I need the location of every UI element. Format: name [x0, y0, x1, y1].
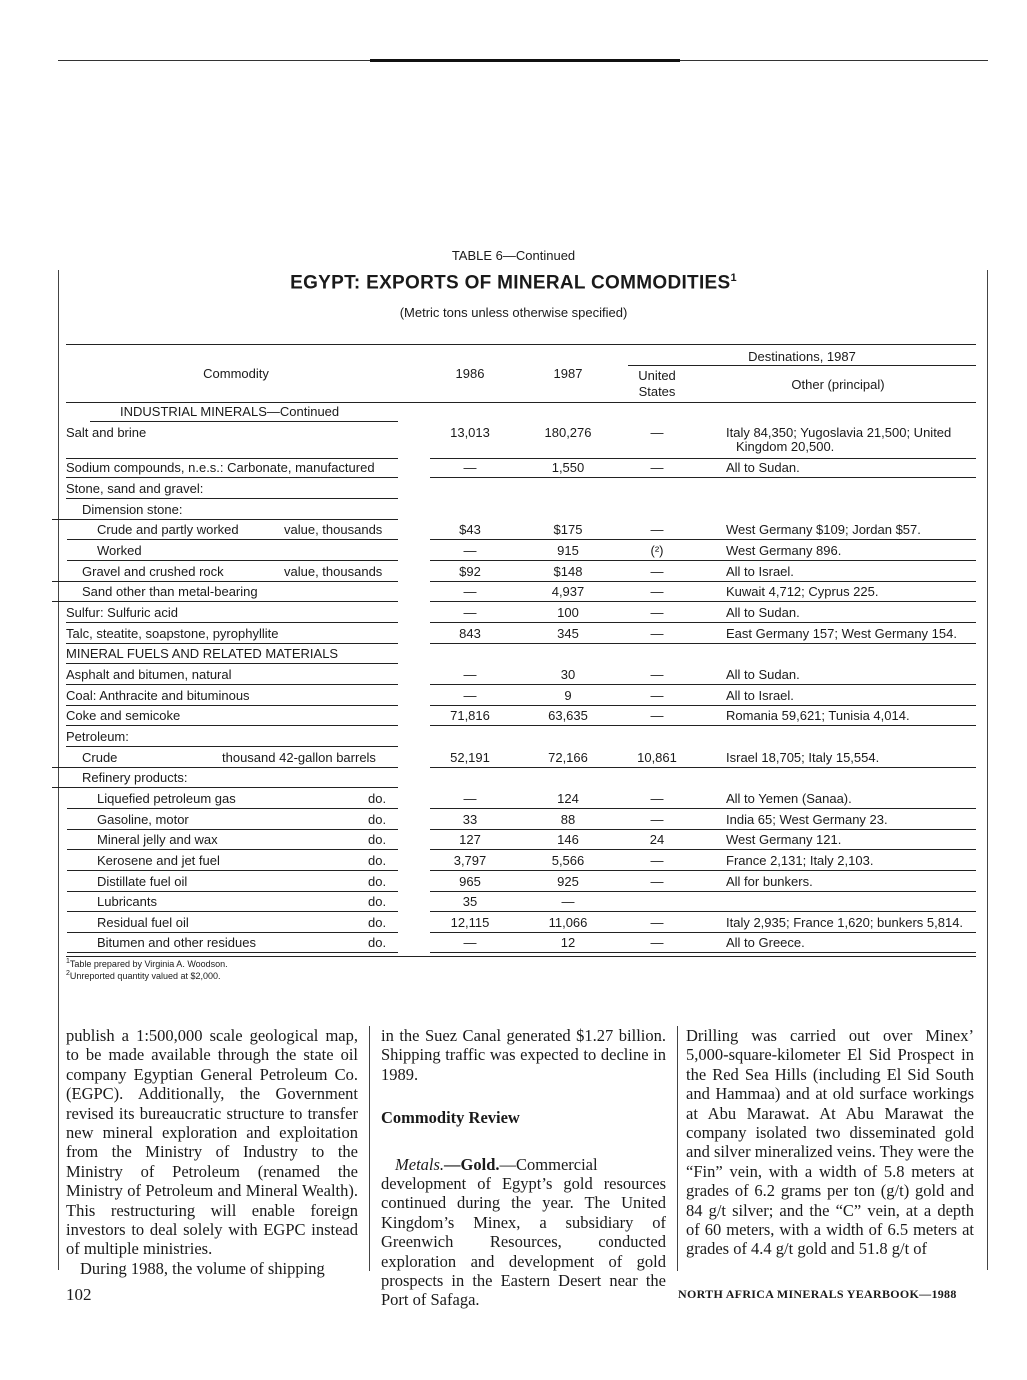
row-rule	[66, 663, 398, 664]
value-1987-cell: 146	[557, 832, 579, 847]
ditto-cell: do.	[368, 894, 387, 909]
footnote-1	[66, 958, 228, 969]
value-1986-cell: 965	[459, 874, 481, 889]
value-1987-cell: 12	[560, 935, 576, 950]
column-rule-2	[677, 1026, 678, 1271]
row-rule	[66, 622, 398, 623]
row-rule	[66, 684, 398, 685]
ditto-cell: do.	[368, 791, 387, 806]
united-states-cell: —	[650, 708, 664, 723]
other-destinations-cell: Kuwait 4,712; Cyprus 225.	[726, 584, 879, 599]
page-number: 102	[66, 1285, 92, 1304]
other-destinations-cell: Romania 59,621; Tunisia 4,014.	[726, 708, 910, 723]
column-rule-1	[369, 1026, 370, 1271]
united-states-cell: —	[650, 425, 664, 440]
header-us-line1: United	[638, 368, 676, 383]
row-rule-values	[430, 684, 976, 685]
value-1987-cell: 5,566	[551, 853, 585, 868]
ditto-cell: do.	[368, 812, 387, 827]
destinations-rule	[628, 365, 976, 366]
united-states-cell: —	[650, 584, 664, 599]
row-rule-values	[430, 767, 976, 768]
other-destinations-cell: All to Greece.	[726, 935, 805, 950]
footnote-2-text: Unreported quantity valued at $2,000.	[69, 971, 221, 981]
ditto-cell: do.	[368, 874, 387, 889]
table-row	[0, 425, 1027, 454]
commodity-cell: MINERAL FUELS AND RELATED MATERIALS	[66, 646, 339, 661]
value-1986-cell: —	[463, 543, 477, 558]
value-1987-cell: 100	[557, 605, 579, 620]
row-rule	[52, 519, 398, 520]
row-rule-values	[430, 932, 976, 933]
row-rule-values	[430, 643, 976, 644]
row-rule-values	[430, 458, 976, 459]
row-rule	[67, 870, 398, 871]
header-us-line2: States	[638, 384, 676, 399]
header-united-states	[622, 368, 692, 400]
united-states-cell: —	[650, 626, 664, 641]
running-head: NORTH AFRICA MINERALS YEARBOOK—1988	[678, 1287, 957, 1301]
value-1987-cell: 11,066	[548, 915, 588, 930]
header-other-principal: Other (principal)	[791, 377, 885, 392]
value-1987-cell: $175	[553, 522, 583, 537]
row-rule	[90, 421, 398, 422]
top-rule-thick	[370, 59, 680, 62]
other-destinations-cell: All to Israel.	[726, 688, 794, 703]
header-top-rule	[66, 344, 976, 345]
ditto-cell: do.	[368, 935, 387, 950]
commodity-cell: Coke and semicoke	[66, 708, 181, 723]
commodity-cell: Distillate fuel oil	[97, 874, 188, 889]
row-rule-values	[430, 601, 976, 602]
table-title	[0, 272, 1027, 294]
united-states-cell: —	[650, 460, 664, 475]
other-destinations-cell: France 2,131; Italy 2,103.	[726, 853, 874, 868]
commodity-cell: Dimension stone:	[82, 502, 183, 517]
col2-paragraph-2	[381, 1155, 666, 1310]
ditto-cell: do.	[368, 832, 387, 847]
united-states-cell: —	[650, 791, 664, 806]
commodity-cell: Kerosene and jet fuel	[97, 853, 220, 868]
header-1986: 1986	[455, 366, 485, 381]
other-destinations-cell: West Germany $109; Jordan $57.	[726, 522, 921, 537]
value-1986-cell: —	[463, 460, 477, 475]
other-destinations-cell: Israel 18,705; Italy 15,554.	[726, 750, 880, 765]
col1-paragraph-1: publish a 1:500,000 scale geological map, to be made available through the state oil company Egyptian General Petroleum Co. (EGPC). Additionally, the Government revised its bureaucratic structure to transfer new mineral exploration and exploitation from the Ministry of Industry to the Ministry of Petroleum (renamed the Ministry of Petroleum and Mineral Wealth). This restructuring will enable foreign investors to deal solely with EGPC instead of multiple ministries.	[66, 1026, 358, 1259]
col3-paragraph-1: Drilling was carried out over Minex’ 5,000-square-kilometer El Sid Prospect in the Red Sea Hills (including El Sid South and Hammaa) and at old surface workings at Abu Marawat. At Abu Marawat the company isolated two disseminated gold and silver mineralized veins. They were the “Fin” vein, with a width of 5.8 meters at grades of 6.2 grams per ton (g/t) gold and 84 g/t silver; and the “C” vein, at a depth of 60 meters, with a width of 6.5 meters at grades of 4.4 g/t gold and 51.8 g/t of	[686, 1026, 974, 1259]
row-rule	[66, 725, 398, 726]
col2-paragraph-2-text: —Commercial development of Egypt’s gold resources continued during the year. The United Kingdom’s Minex, a subsidiary of Greenwich Resources, conducted exploration and development of gold prospects in the Eastern Desert near the Port of Safaga.	[381, 1154, 666, 1310]
col2-lead-bold: —Gold.	[444, 1154, 500, 1174]
commodity-cell: Gasoline, motor	[97, 812, 189, 827]
value-1987-cell: 915	[557, 543, 579, 558]
commodity-cell: Lubricants	[97, 894, 157, 909]
table-title-text: EGYPT: EXPORTS OF MINERAL COMMODITIES	[290, 272, 731, 294]
table-title-footnote-mark: 1	[730, 272, 737, 284]
united-states-cell: —	[650, 667, 664, 682]
row-rule	[67, 849, 398, 850]
row-rule-values	[430, 539, 976, 540]
row-rule	[67, 932, 398, 933]
table-bottom-rule	[66, 956, 976, 957]
commodity-cell: Gravel and crushed rock	[82, 564, 224, 579]
value-1987-cell: 1,550	[551, 460, 585, 475]
other-destinations-cell: Italy 2,935; France 1,620; bunkers 5,814.	[726, 915, 964, 930]
other-destinations-cell: West Germany 121.	[726, 832, 842, 847]
row-rule	[66, 705, 398, 706]
row-rule	[67, 539, 398, 540]
row-rule-values	[430, 725, 976, 726]
value-1987-cell: 4,937	[551, 584, 585, 599]
value-1986-cell: 71,816	[450, 708, 490, 723]
commodity-cell: Sodium compounds, n.e.s.: Carbonate, manufactured	[66, 460, 375, 475]
commodity-cell: Salt and brine	[66, 425, 147, 440]
header-destinations: Destinations, 1987	[748, 349, 856, 364]
row-rule-values	[430, 808, 976, 809]
value-1986-cell: 33	[462, 812, 478, 827]
col2-section-heading: Commodity Review	[381, 1108, 520, 1128]
united-states-cell: 24	[649, 832, 665, 847]
row-rule	[52, 601, 398, 602]
header-1987: 1987	[553, 366, 583, 381]
other-destinations-cell: All to Israel.	[726, 564, 794, 579]
commodity-cell: Petroleum:	[66, 729, 129, 744]
value-1986-cell: —	[463, 688, 477, 703]
row-rule	[66, 746, 398, 747]
footnote-1-mark: 1	[66, 958, 70, 965]
commodity-cell: Crude	[82, 750, 118, 765]
row-rule	[67, 952, 398, 953]
value-1986-cell: —	[463, 605, 477, 620]
united-states-cell: —	[650, 522, 664, 537]
row-rule	[52, 581, 398, 582]
value-1987-cell: 72,166	[548, 750, 588, 765]
other-destinations-cell: West Germany 896.	[726, 543, 842, 558]
value-1987-cell: 88	[560, 812, 576, 827]
united-states-cell: 10,861	[637, 750, 677, 765]
row-rule-values	[430, 870, 976, 871]
row-rule-values	[430, 705, 976, 706]
text-column-2	[381, 1026, 666, 1310]
united-states-cell: —	[650, 874, 664, 889]
row-rule	[67, 891, 398, 892]
value-1986-cell: $92	[459, 564, 481, 579]
row-rule	[52, 767, 398, 768]
row-rule	[66, 643, 398, 644]
text-column-1	[66, 1026, 358, 1278]
commodity-cell: Worked	[97, 543, 142, 558]
unit-cell: thousand 42-gallon barrels	[222, 750, 376, 765]
united-states-cell: —	[650, 935, 664, 950]
text-column-3	[686, 1026, 974, 1259]
other-destinations-cell: India 65; West Germany 23.	[726, 812, 888, 827]
col2-paragraph-1: in the Suez Canal generated $1.27 billion. Shipping traffic was expected to decline in 1989.	[381, 1026, 666, 1084]
value-1987-cell: 925	[557, 874, 579, 889]
value-1986-cell: —	[463, 584, 477, 599]
footnote-1-text: Table prepared by Virginia A. Woodson.	[69, 959, 228, 969]
commodity-cell: INDUSTRIAL MINERALS—Continued	[120, 404, 340, 419]
value-1986-cell: 52,191	[450, 750, 490, 765]
other-destinations-cell: All to Yemen (Sanaa).	[726, 791, 852, 806]
united-states-cell: —	[650, 915, 664, 930]
united-states-cell: —	[650, 853, 664, 868]
value-1986-cell: 127	[459, 832, 481, 847]
row-rule-values	[430, 829, 976, 830]
row-rule-values	[430, 849, 976, 850]
footnote-2-mark: 2	[66, 970, 70, 977]
value-1987-cell: 180,276	[544, 425, 592, 440]
value-1986-cell: 35	[462, 894, 478, 909]
value-1987-cell: —	[561, 894, 575, 909]
col2-lead-italic: Metals.	[395, 1154, 445, 1174]
commodity-cell: Sand other than metal-bearing	[82, 584, 258, 599]
commodity-cell: Residual fuel oil	[97, 915, 189, 930]
commodity-cell: Talc, steatite, soapstone, pyrophyllite	[66, 626, 279, 641]
other-destinations-cell: East Germany 157; West Germany 154.	[726, 626, 957, 641]
row-rule	[67, 808, 398, 809]
other-destinations-cell: All to Sudan.	[726, 667, 800, 682]
row-rule	[67, 911, 398, 912]
commodity-cell: Liquefied petroleum gas	[97, 791, 236, 806]
other-destinations-cell: Italy 84,350; Yugoslavia 21,500; United	[726, 425, 952, 440]
value-1986-cell: 12,115	[450, 915, 490, 930]
header-commodity: Commodity	[203, 366, 269, 381]
united-states-cell: (²)	[650, 543, 664, 558]
value-1987-cell: 124	[557, 791, 579, 806]
row-rule	[66, 458, 398, 459]
row-rule-values	[430, 891, 976, 892]
value-1987-cell: $148	[553, 564, 583, 579]
value-1986-cell: —	[463, 667, 477, 682]
commodity-cell: Asphalt and bitumen, natural	[66, 667, 232, 682]
united-states-cell: —	[650, 812, 664, 827]
unit-cell: value, thousands	[284, 522, 383, 537]
row-rule-values	[430, 477, 976, 478]
ditto-cell: do.	[368, 853, 387, 868]
united-states-cell: —	[650, 605, 664, 620]
value-1987-cell: 9	[564, 688, 572, 703]
table-label: TABLE 6—Continued	[451, 248, 576, 263]
row-rule-values	[430, 622, 976, 623]
other-destinations-cell: All for bunkers.	[726, 874, 813, 889]
united-states-cell: —	[650, 564, 664, 579]
value-1986-cell: —	[463, 935, 477, 950]
value-1986-cell: 13,013	[450, 425, 490, 440]
row-rule-values	[430, 952, 976, 953]
commodity-cell: Refinery products:	[82, 770, 188, 785]
row-rule-values	[430, 911, 976, 912]
other-destinations-continued: Kingdom 20,500.	[736, 439, 835, 454]
row-rule-values	[430, 581, 976, 582]
table-subtitle: (Metric tons unless otherwise specified)	[399, 305, 628, 320]
commodity-cell: Bitumen and other residues	[97, 935, 256, 950]
footnote-2	[66, 970, 221, 981]
value-1987-cell: 30	[560, 667, 576, 682]
commodity-cell: Sulfur: Sulfuric acid	[66, 605, 178, 620]
commodity-cell: Mineral jelly and wax	[97, 832, 218, 847]
row-rule-values	[430, 560, 976, 561]
unit-cell: value, thousands	[284, 564, 383, 579]
row-rule	[66, 498, 398, 499]
row-rule	[67, 829, 398, 830]
ditto-cell: do.	[368, 915, 387, 930]
value-1986-cell: $43	[459, 522, 481, 537]
col1-paragraph-2: During 1988, the volume of shipping	[80, 1258, 325, 1278]
row-rule	[66, 477, 398, 478]
commodity-cell: Crude and partly worked	[97, 522, 239, 537]
row-rule	[67, 560, 398, 561]
header-bottom-rule	[66, 402, 976, 403]
commodity-cell: Stone, sand and gravel:	[66, 481, 204, 496]
united-states-cell: —	[650, 688, 664, 703]
value-1987-cell: 63,635	[548, 708, 588, 723]
other-destinations-cell: All to Sudan.	[726, 605, 800, 620]
value-1986-cell: 843	[459, 626, 481, 641]
commodity-cell: Coal: Anthracite and bituminous	[66, 688, 250, 703]
value-1987-cell: 345	[557, 626, 579, 641]
value-1986-cell: —	[463, 791, 477, 806]
other-destinations-cell: All to Sudan.	[726, 460, 800, 475]
row-rule	[52, 787, 398, 788]
value-1986-cell: 3,797	[453, 853, 487, 868]
